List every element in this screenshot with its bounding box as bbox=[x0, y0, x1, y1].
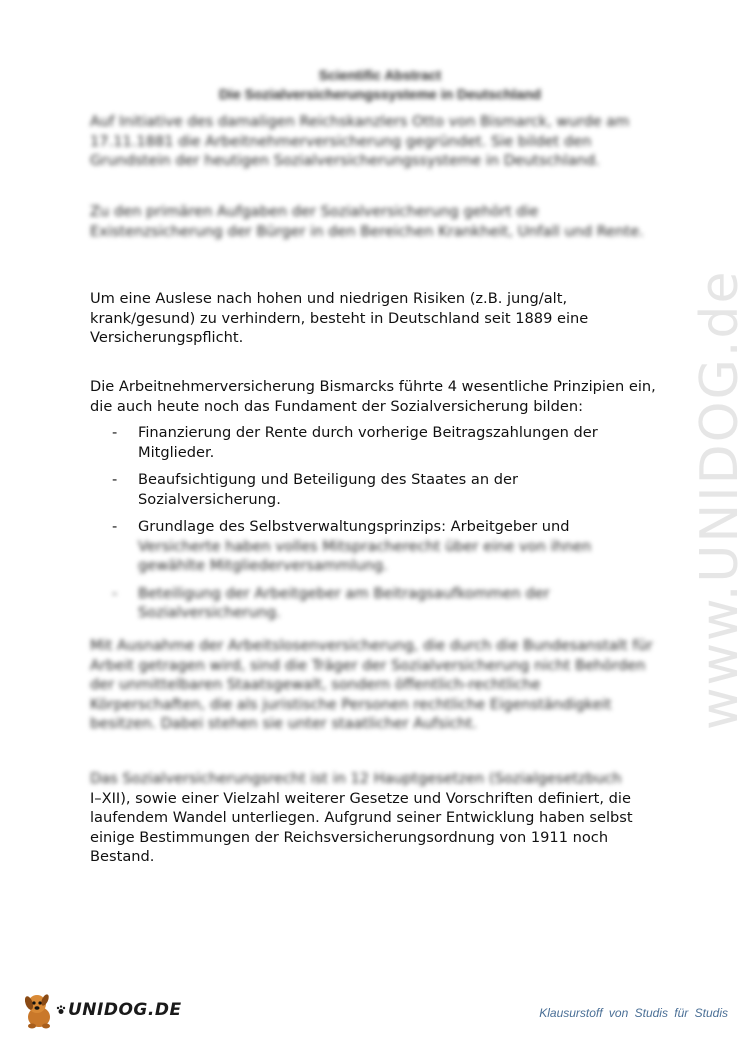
paragraph-law bbox=[90, 769, 660, 867]
principles-list bbox=[112, 423, 657, 631]
list-item-text: Beteiligung der Arbeitgeber am Beitragsaufkommen der Sozialversicherung. bbox=[138, 584, 550, 621]
list-item-text: Beaufsichtigung und Beteiligung des Staates an der Sozialversicherung. bbox=[138, 471, 518, 508]
unidog-logo[interactable] bbox=[22, 990, 182, 1030]
list-item bbox=[112, 423, 657, 462]
document-subtitle: Die Sozialversicherungssysteme in Deutschland bbox=[218, 86, 542, 102]
dog-icon bbox=[22, 991, 56, 1029]
list-item bbox=[112, 517, 657, 576]
list-marker: - bbox=[112, 471, 118, 488]
list-marker: - bbox=[112, 584, 118, 602]
list-marker: - bbox=[112, 518, 118, 535]
paragraph-law-blurred: Das Sozialversicherungsrecht ist in 12 Hauptgesetzen (Sozialgesetzbuch bbox=[90, 770, 622, 787]
list-item-text: Finanzierung der Rente durch vorherige Beitragszahlungen der Mitglieder. bbox=[138, 424, 598, 461]
paragraph-intro: Auf Initiative des damaligen Reichskanzlers Otto von Bismarck, wurde am 17.11.1881 die Arbeitnehmerversicherung gegründet. Sie bildet den Grundstein der heutigen Sozialversicherungssysteme in Deutschland. bbox=[90, 113, 630, 169]
document-heading bbox=[90, 66, 670, 104]
paragraph-principles: Die Arbeitnehmerversicherung Bismarcks führte 4 wesentliche Prinzipien ein, die auch heute noch das Fundament der Sozialversicherung bilden: bbox=[90, 378, 656, 415]
list-item bbox=[112, 470, 657, 509]
paw-icon bbox=[56, 1005, 66, 1015]
paragraph-insurance-obligation: Um eine Auslese nach hohen und niedrigen Risiken (z.B. jung/alt, krank/gesund) zu verhindern, besteht in Deutschland seit 1889 eine Versicherungspflicht. bbox=[90, 290, 589, 346]
list-item-text: Grundlage des Selbstverwaltungsprinzips: Arbeitgeber und bbox=[138, 518, 570, 535]
list-marker: - bbox=[112, 424, 118, 441]
list-item bbox=[112, 584, 657, 623]
watermark: www.UNIDOG.de bbox=[690, 269, 750, 730]
footer-slogan: Klausurstoff von Studis für Studis bbox=[539, 1006, 728, 1020]
list-item-text-blurred: Versicherte haben volles Mitspracherecht über eine von ihnen gewählte Mitgliederversammlung. bbox=[138, 537, 592, 574]
paragraph-law-visible: I–XII), sowie einer Vielzahl weiterer Gesetze und Vorschriften definiert, die laufendem Wandel unterliegen. Aufgrund seiner Entwicklung haben selbst einige Bestimmungen der Reichsversicherungsordnung von 1911 noch Bestand. bbox=[90, 789, 633, 865]
document-title: Scientific Abstract bbox=[318, 67, 442, 83]
logo-text: UNIDOG.DE bbox=[68, 1000, 182, 1020]
paragraph-tasks: Zu den primären Aufgaben der Sozialversicherung gehört die Existenzsicherung der Bürger in den Bereichen Krankheit, Unfall und Rente. bbox=[90, 203, 644, 240]
paragraph-carriers: Mit Ausnahme der Arbeitslosenversicherung, die durch die Bundesanstalt für Arbeit getragen wird, sind die Träger der Sozialversicherung nicht Behörden der unmittelbaren Staatsgewalt, sondern öffentlich-rechtliche Körperschaften, die als juristische Personen rechtliche Eigenständigkeit besitzen. Dabei stehen sie unter staatlicher Aufsicht. bbox=[90, 637, 653, 732]
